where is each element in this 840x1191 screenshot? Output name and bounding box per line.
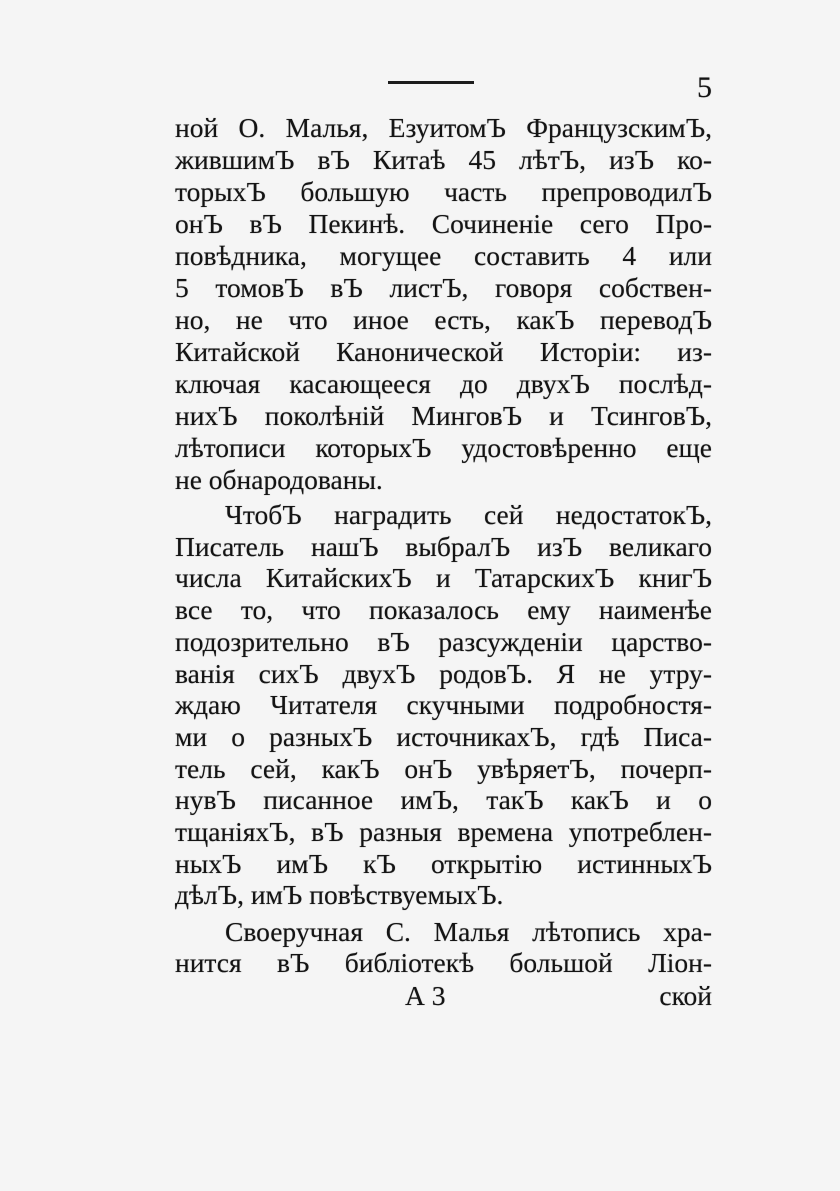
page-footer xyxy=(175,980,712,1012)
text-line: онЪ вЪ Пекинѣ. Сочиненіе сего Про- xyxy=(175,208,712,239)
text-line: ми о разныхЪ источникахЪ, гдѣ Писа- xyxy=(175,720,712,752)
text-line: ной О. Малья, ЕзуитомЪ ФранцузскимЪ, xyxy=(175,112,712,143)
text-line: тель сей, какЪ онЪ увѣряетЪ, почерп- xyxy=(175,752,712,784)
text-line: числа КитайскихЪ и ТатарскихЪ книгЪ xyxy=(175,562,712,594)
paragraph xyxy=(175,916,712,978)
text-line: Своеручная С. Малья лѣтопись хра- xyxy=(225,916,712,947)
text-line: нится вЪ библіотекѣ большой Ліон- xyxy=(175,947,712,978)
text-line: подозрительно вЪ разсужденіи царство- xyxy=(175,625,712,657)
text-line: но, не что иное есть, какЪ переводЪ xyxy=(175,304,712,335)
text-line: Китайской Канонической Исторіи: из- xyxy=(175,336,712,367)
text-line: ключая касающееся до двухЪ послѣд- xyxy=(175,368,712,399)
text-line: ванія сихЪ двухЪ родовЪ. Я не утру- xyxy=(175,657,712,689)
text-line: жившимЪ вЪ Китаѣ 45 лѣтЪ, изЪ ко- xyxy=(175,144,712,175)
text-line: 5 томовЪ вЪ листЪ, говоря собствен- xyxy=(175,272,712,303)
text-line: нувЪ писанное имЪ, такЪ какЪ и о xyxy=(175,784,712,816)
text-line: тщаніяхЪ, вЪ разныя времена употреблен- xyxy=(175,816,712,848)
paragraph xyxy=(175,499,712,911)
text-line: лѣтописи которыхЪ удостовѣренно еще xyxy=(175,432,712,463)
page-number: 5 xyxy=(697,71,712,104)
text-line: не обнародованы. xyxy=(175,464,383,495)
header-rule xyxy=(388,81,474,84)
text-line: повѣдника, могущее составить 4 или xyxy=(175,240,712,271)
signature-mark: А 3 xyxy=(405,980,446,1011)
text-line: дѣлЪ, имЪ повѣствуемыхЪ. xyxy=(175,879,504,911)
paragraph xyxy=(175,112,712,496)
catchword: ской xyxy=(659,980,712,1011)
text-line: нихЪ поколѣній МинговЪ и ТсинговЪ, xyxy=(175,400,712,431)
text-line: ЧтобЪ наградить сей недостатокЪ, xyxy=(225,499,712,530)
text-line: ныхЪ имЪ кЪ открытію истинныхЪ xyxy=(175,847,712,879)
text-line: торыхЪ большую часть препроводилЪ xyxy=(175,176,712,207)
text-line: Писатель нашЪ выбралЪ изЪ великаго xyxy=(175,530,712,562)
text-line: ждаю Читателя скучными подробностя- xyxy=(175,689,712,721)
text-line: все то, что показалось ему наименѣе xyxy=(175,594,712,626)
